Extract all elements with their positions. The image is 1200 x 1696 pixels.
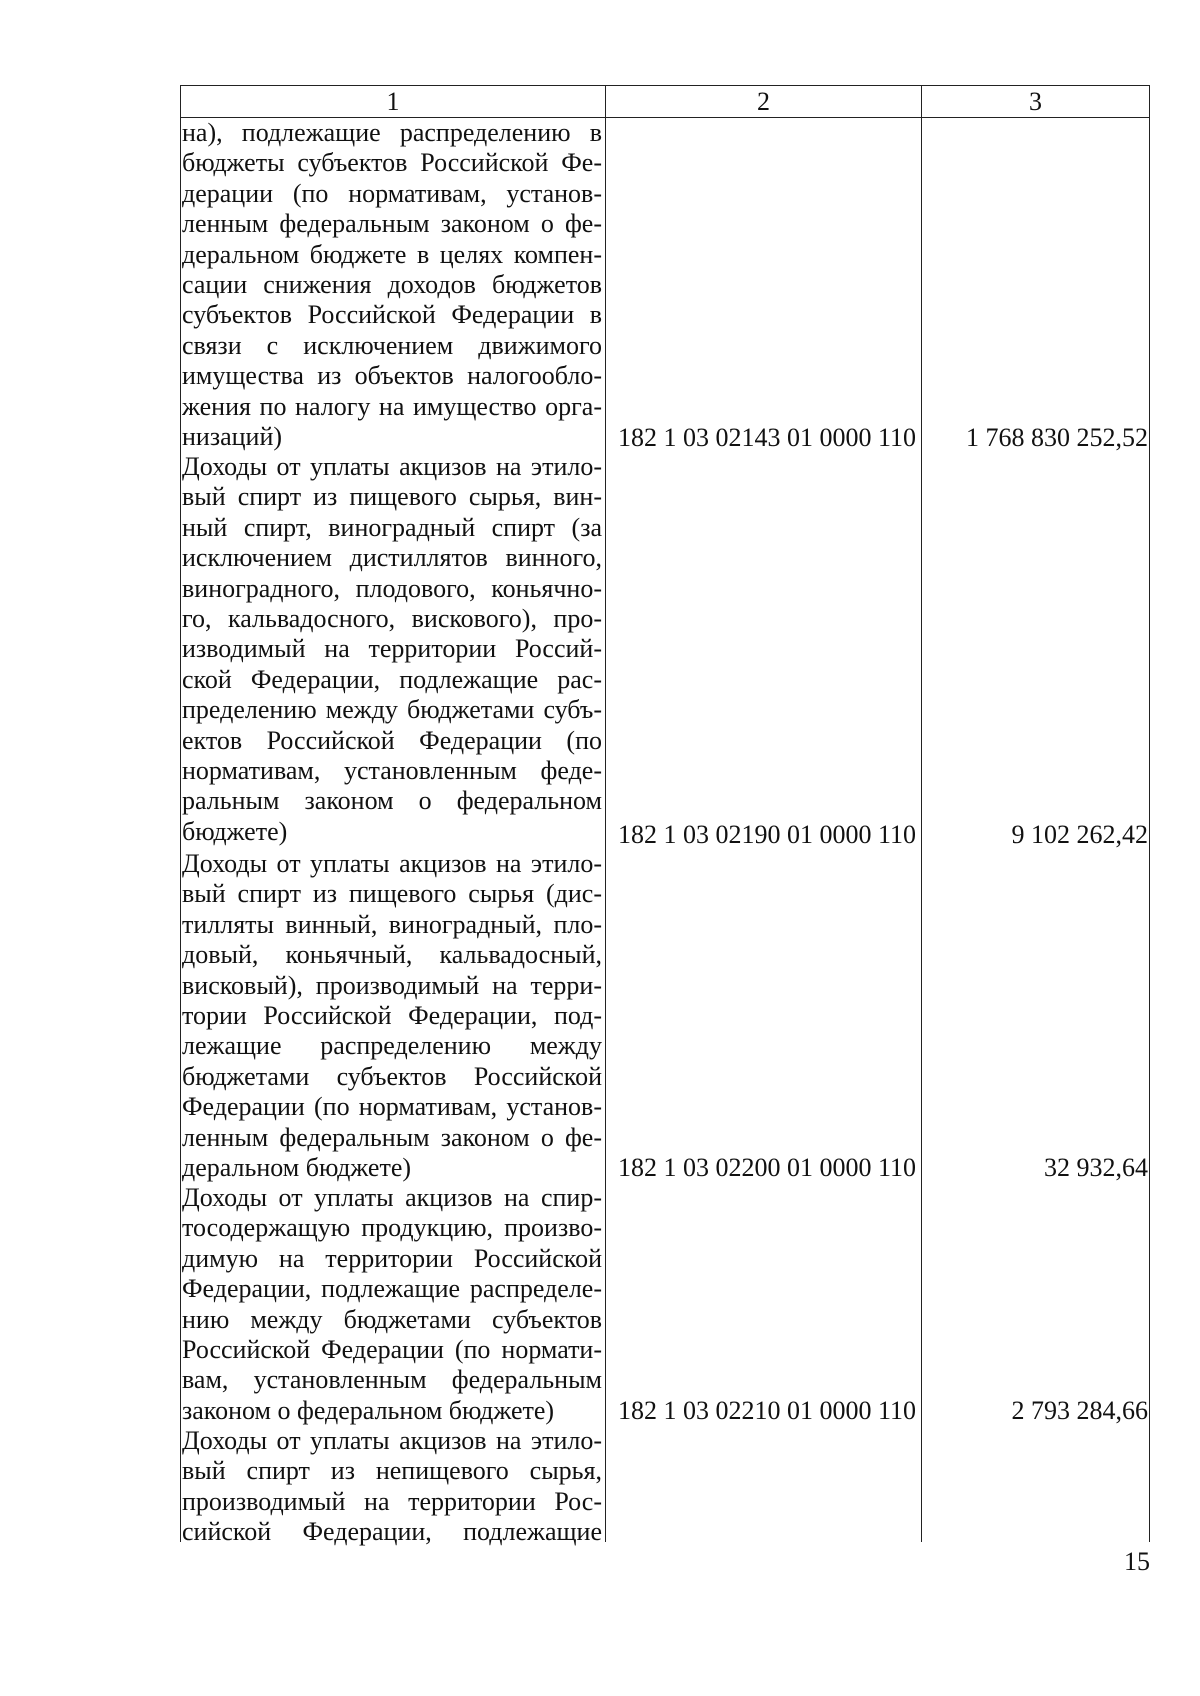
column-header-1: 1 — [180, 86, 606, 117]
description-line: виноградного, плодового, коньячно- — [182, 573, 602, 603]
description-line: Российской Федерации (по нормати- — [182, 1335, 602, 1365]
description-line: связи с исключением движимого — [182, 330, 602, 360]
description-line: сации снижения доходов бюджетов — [182, 270, 602, 300]
description-line: дерации (по нормативам, установ- — [182, 178, 602, 208]
description-line: тосодержащую продукцию, произво- — [182, 1213, 602, 1243]
description-line: жения по налогу на имущество орга- — [182, 391, 602, 421]
page-number: 15 — [1124, 1547, 1150, 1576]
description-line: субъектов Российской Федерации в — [182, 300, 602, 330]
description-line: ектов Российской Федерации (по — [182, 725, 602, 755]
description-line: имущества из объектов налогообло- — [182, 361, 602, 391]
description-line: довый, коньячный, кальвадосный, — [182, 940, 602, 970]
table-row-2-code: 182 1 03 02190 01 0000 110 — [617, 820, 916, 849]
table-row-4-code: 182 1 03 02210 01 0000 110 — [617, 1396, 916, 1425]
description-line: бюджете) — [182, 816, 288, 846]
description-line: димую на территории Российской — [182, 1243, 602, 1273]
table-row-4-description — [182, 1183, 602, 1426]
table-row-5-description — [182, 1426, 602, 1548]
description-line: тилляты винный, виноградный, пло- — [182, 909, 602, 939]
table-row-1-amount: 1 768 830 252,52 — [966, 423, 1148, 452]
description-line: вам, установленным федеральным — [182, 1365, 602, 1395]
description-line: сийской Федерации, подлежащие — [182, 1517, 602, 1547]
table-row-2-amount: 9 102 262,42 — [1011, 820, 1148, 849]
description-line: Доходы от уплаты акцизов на этило- — [182, 1426, 602, 1455]
table-row-3-code: 182 1 03 02200 01 0000 110 — [617, 1153, 916, 1182]
description-line: висковый), производимый на терри- — [182, 970, 602, 1000]
description-line: производимый на территории Рос- — [182, 1486, 602, 1516]
description-line: деральном бюджете) — [182, 1153, 412, 1183]
description-line: Федерации, подлежащие распределе- — [182, 1274, 602, 1304]
column-header-2: 2 — [606, 86, 922, 117]
description-line: го, кальвадосного, вискового), про- — [182, 604, 602, 634]
description-line: Доходы от уплаты акцизов на спир- — [182, 1183, 602, 1212]
description-line: исключением дистиллятов винного, — [182, 543, 602, 573]
description-line: изводимый на территории Россий- — [182, 634, 602, 664]
description-line: ленным федеральным законом о фе- — [182, 209, 602, 239]
description-line: вый спирт из пищевого сырья (дис- — [182, 879, 602, 909]
table-row-1-code: 182 1 03 02143 01 0000 110 — [617, 423, 916, 452]
table-header-row — [180, 85, 1150, 118]
column-header-3: 3 — [922, 86, 1150, 117]
description-line: Федерации (по нормативам, установ- — [182, 1092, 602, 1122]
description-line: ской Федерации, подлежащие рас- — [182, 664, 602, 694]
description-line: ный спирт, виноградный спирт (за — [182, 512, 602, 542]
description-line: лежащие распределению между — [182, 1031, 602, 1061]
description-line: бюджетами субъектов Российской — [182, 1061, 602, 1091]
description-line: законом о федеральном бюджете) — [182, 1395, 555, 1425]
description-line: ленным федеральным законом о фе- — [182, 1122, 602, 1152]
description-line: нию между бюджетами субъектов — [182, 1304, 602, 1334]
description-line: Доходы от уплаты акцизов на этило- — [182, 849, 602, 878]
table-row-1-description — [182, 118, 602, 452]
description-line: деральном бюджете в целях компен- — [182, 239, 602, 269]
description-line: тории Российской Федерации, под- — [182, 1001, 602, 1031]
table-row-3-description — [182, 849, 602, 1183]
description-line: Доходы от уплаты акцизов на этило- — [182, 452, 602, 481]
table-row-4-amount: 2 793 284,66 — [1011, 1396, 1148, 1425]
description-line: бюджеты субъектов Российской Фе- — [182, 148, 602, 178]
description-line: пределению между бюджетами субъ- — [182, 695, 602, 725]
table-row-3-amount: 32 932,64 — [1044, 1153, 1148, 1182]
description-line: низаций) — [182, 422, 283, 452]
description-line: вый спирт из пищевого сырья, вин- — [182, 482, 602, 512]
description-line: нормативам, установленным феде- — [182, 756, 602, 786]
table-row-2-description — [182, 452, 602, 847]
description-line: на), подлежащие распределению в — [182, 118, 602, 147]
description-line: ральным законом о федеральном — [182, 786, 602, 816]
description-line: вый спирт из непищевого сырья, — [182, 1456, 602, 1486]
